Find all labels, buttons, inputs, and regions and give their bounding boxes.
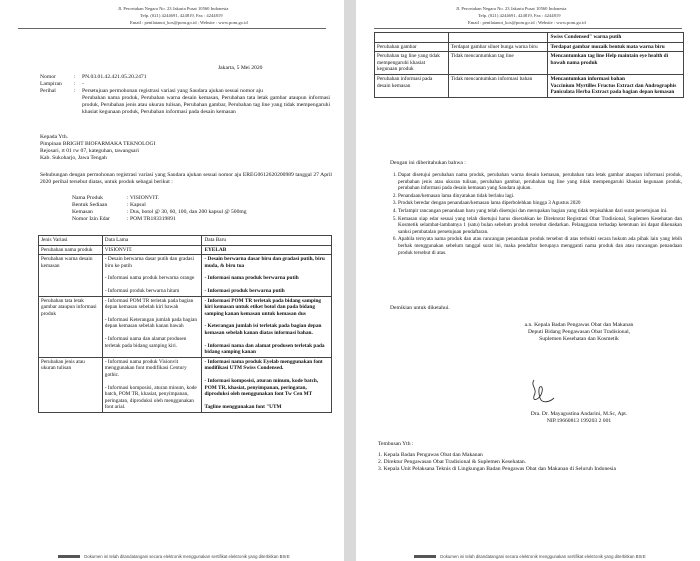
cell-line: - Desain berwarna dasar biru dan gradasi putih, biru muda, & biru tua	[204, 256, 325, 269]
footer-text: Dokumen ini telah ditandatangani secara elektronik menggunakan sertifikat elektronik yang diterbitkan BSrE	[440, 554, 646, 559]
cell-line: - Informasi nama dan alamat produsen terletak pada bidang samping kanan	[204, 342, 325, 356]
cell-line: - Informasi POM TR terletak pada bidang samping kiri kemasan untuk etiket botol dan pada bidang samping kanan kemasan untuk kemasan dus	[204, 297, 322, 317]
table-row	[39, 357, 332, 412]
signature-block	[484, 322, 674, 343]
cc-title: Tembusan Yth :	[378, 441, 414, 447]
cc-item: 3. Kepala Unit Pelaksana Teknis di Lingkungan Badan Pengawas Obat dan Makanan di Seluruh Indonesia	[378, 466, 616, 472]
letterhead-email: Email : penilaianot_kos@pom.go.id ; Website : www.pom.go.id	[468, 20, 586, 25]
document-page-2	[356, 0, 700, 561]
column-header: Data Lama	[102, 236, 202, 246]
page-footer	[0, 554, 344, 559]
cc-block	[378, 441, 678, 473]
table-cell: Perubahan informasi pada desain kemasan	[375, 74, 449, 97]
letterhead-address: Jl. Percetakan Negara No. 23 Jakarta Pusat 10560 Indonesia	[456, 6, 567, 11]
table-cell: Tidak mencantumkan informasi bahan	[448, 74, 548, 97]
handwritten-signature	[520, 378, 560, 408]
table-cell	[202, 296, 332, 357]
column-header: Data Baru	[202, 236, 332, 246]
letterhead-phone: Telp. (021) 4244691, 424819, Fax : 4244819	[478, 13, 561, 18]
table-cell: Perubahan gambar	[375, 42, 449, 52]
list-item: 1. Dapat disetujui perubahan nama produk, perubahan warna desain kemasan, perubahan tata letak gambar ataupun informasi produk, perubahan jenis atau ukuran tulisan, perubahan gambar, perubahan tag line yang tidak mempengaruhi khasiat kegunaan produk, perubahan informasi pada desain kemasan yang Saudara ajukan.	[398, 172, 682, 192]
table-cell: Perubahan nama produk	[39, 245, 103, 255]
column-header: Jenis Variasi	[39, 236, 103, 246]
table-row	[39, 245, 332, 255]
meta-sep: :	[74, 88, 76, 94]
bsre-logo	[58, 555, 80, 558]
table-row	[375, 52, 684, 75]
signatory-nip: NIP.19660813 199203 2 001	[546, 418, 612, 424]
letter-subject: Persetujuan permohonan registrasi variasi yang Saudara ajukan sesuai nomor aju	[82, 88, 263, 94]
cc-item: 1. Kepala Badan Pengawas Obat dan Makanan	[378, 452, 483, 458]
notice-heading: Dengan ini diberitahukan bahwa :	[390, 160, 466, 166]
letterhead-phone: Telp. (021) 4244691, 424819, Fax : 4244819	[140, 13, 223, 18]
letterhead-email: Email : penilaianot_kos@pom.go.id ; Website : www.pom.go.id	[130, 20, 248, 25]
closing-text: Demikian untuk diketahui.	[390, 305, 450, 311]
product-label: Nomor Izin Edar	[72, 216, 110, 222]
signatory-name: Dra. Dr. Mayagustina Andarini, M.Sc, Apt.	[530, 411, 628, 417]
table-cell	[102, 357, 202, 412]
table-header-row	[39, 236, 332, 246]
letterhead-divider	[18, 28, 326, 29]
addressee-block	[40, 134, 155, 162]
product-value: : POM TR183319891	[127, 216, 176, 222]
footer-text: Dokumen ini telah ditandatangani secara elektronik menggunakan sertifikat elektronik yang diterbitkan BSrE	[84, 554, 290, 559]
product-label: Kemasan	[72, 209, 93, 215]
table-cell: Perubahan tata letak gambar ataupun informasi produk	[39, 296, 103, 357]
list-item: 4. Terlampir rancangan penandaan baru yang telah disetujui dan merupakan bagian yang tidak terpisahkan dari surat persetujuan ini.	[398, 208, 682, 215]
table-cell: Mencantumkan tag line Help maintain eye health di bawah nama produk	[548, 52, 684, 75]
addressee-line: Rejosari, rt 01 rw 07, kateguhan, tawangsari	[40, 148, 139, 154]
table-cell: Perubahan jenis atau ukuran tulisan	[39, 357, 103, 412]
intro-paragraph: Sehubungan dengan permohonan registrasi variasi yang Saudara ajukan sesuai nomor aju EREG0612620200989 tanggal 27 April 2020 perihal tersebut diatas, untuk produk sebagai berikut :	[40, 172, 332, 185]
letter-date: Jakarta, 5 Mei 2020	[218, 65, 263, 71]
cell-line: Tagline menggunakan font "UTM	[204, 403, 282, 410]
table-cell: VISIONVIT.	[102, 245, 202, 255]
cell-line: - Informasi komposisi, aturan minum, kode batch, POM TR, khasiat, penyimpanan, peringatan, diproduksi oleh menggunakan font arial.	[104, 384, 197, 411]
letter-subject-detail: Perubahan nama produk, Perubahan warna desain kemasan, Perubahan tata letak gambar ataupun informasi produk, Perubahan jenis atau ukuran tulisan, Perubahan gambar, Perubahan tag line yang tidak mempengaruhi khasiat kegunaan produk, Perubahan informasi pada desain kemasan	[82, 95, 330, 115]
table-cell: Swiss Condensed" warna putih	[548, 33, 684, 43]
signature-title: Deputi Bidang Pengawasan Obat Tradisional,	[527, 329, 631, 335]
meta-label: Perihal	[40, 88, 56, 94]
table-cell: Perubahan warna desain kemasan	[39, 255, 103, 296]
cell-line: - Informasi nama produk Eyelab menggunakan font modifikasi UTM Swiss Condensed.	[204, 358, 323, 372]
signatory	[484, 411, 674, 425]
meta-sep: :	[74, 81, 76, 87]
cell-line: - Informasi produk berwarna putih	[204, 287, 285, 294]
table-cell: Terdapat gambar mozaik bentuk mata warna biru	[548, 42, 684, 52]
list-item: 2. Penandaan/kemasan lama dinyatakan tidak berlaku lagi.	[398, 193, 682, 200]
meta-label: Nomor	[40, 74, 56, 80]
cell-line: - Informasi nama dan alamat produsen terletak pada bidang samping kiri.	[104, 335, 187, 349]
document-page-1	[0, 0, 344, 561]
table-row	[375, 33, 684, 43]
cell-line: - Informasi nama produk berwarna orange	[104, 275, 195, 282]
table-cell	[102, 255, 202, 296]
cell-line: - Desain berwarna dasar putih dan gradasi biru ke putih	[104, 256, 194, 269]
letter-meta	[40, 74, 330, 116]
variation-table	[38, 235, 332, 413]
product-value: : Dus, botol @ 30, 60, 100, dan 200 kapsul @ 500mg	[127, 209, 247, 215]
signature-title: Suplemen Kesehatan dan Kosmetik	[539, 336, 619, 342]
table-row	[375, 42, 684, 52]
table-row	[375, 74, 684, 97]
cell-line: - Informasi POM TR terletak pada bagian depan kemasan sebelah kiri bawah	[104, 297, 194, 311]
meta-label: Lampiran	[40, 81, 62, 87]
cell-line: - Keterangan jumlah isi terletak pada bagian depan kemasan sebelah kanan diatas informasi bahan.	[204, 323, 322, 336]
addressee-line: Kab. Sukoharjo, Jawa Tengah	[40, 155, 107, 161]
addressee-line: Kepada Yth.	[40, 134, 69, 140]
table-cell: Mencantumkan informasi bahan Vaccinium Myrtilles Fructus Extract dan Andrographis Paniculata Herba Extract pada bagian depan kemasan	[548, 74, 684, 97]
table-cell: Terdapat gambar siluet bunga warna biru	[448, 42, 548, 52]
table-cell: EYELAB	[202, 245, 332, 255]
table-cell: Tidak mencantumkan tag line	[448, 52, 548, 75]
table-row	[39, 255, 332, 296]
table-cell	[102, 296, 202, 357]
notice-list	[386, 172, 682, 257]
bsre-logo	[414, 555, 436, 558]
list-item: 3. Produk beredar dengan penandaan/kemasan lama diperbolehkan hingga 3 Agustus 2020	[398, 200, 682, 207]
cell-line: - Informasi nama produk Visionvit menggunakan font modifikasi Century gothic.	[104, 358, 187, 378]
table-row	[39, 296, 332, 357]
table-cell	[375, 33, 449, 43]
letter-number: PN.03.01.42.421.05.20.2471	[82, 74, 147, 80]
variation-table-continued	[374, 32, 684, 98]
list-item: 6. Apabila ternyata nama produk dan atau rancangan penandaan produk tersebut di atas terbukti secara hukum ada pihak lain yang lebih berhak menggunakan sebelum tanggal surat ini, maka pendaftar berupaya mengganti nama produk dan atau rancangan penandaan produk tersebut di atas.	[398, 236, 682, 256]
letter-attachment: -	[82, 81, 84, 87]
product-value: : VISIONVIT.	[127, 195, 160, 201]
product-label: Nama Produk	[72, 195, 103, 201]
page-footer	[356, 554, 700, 559]
table-cell	[448, 33, 548, 43]
letterhead-divider	[374, 28, 682, 29]
signature-title: a.n. Kepala Badan Pengawas Obat dan Makanan	[524, 322, 634, 328]
cc-item: 2. Direktur Pengawasan Obat Tradisional & Suplemen Kesehatan.	[378, 459, 527, 465]
table-cell: Perubahan tag line yang tidak mempengaruhi khasiat kegunaan produk	[375, 52, 449, 75]
product-value: : Kapsul	[127, 202, 146, 208]
table-cell	[202, 255, 332, 296]
cell-line: - Informasi komposisi, aturan minum, kode batch, POM TR, khasiat, penyimpanan, peringatan, diproduksi oleh menggunakan font Tw Cen MT	[204, 377, 319, 398]
table-cell	[202, 357, 332, 412]
letterhead-address: Jl. Percetakan Negara No. 23 Jakarta Pusat 10560 Indonesia	[118, 6, 229, 11]
meta-sep: :	[74, 74, 76, 80]
cell-line: - Informasi nama produk berwarna putih	[204, 275, 299, 282]
cell-line: - Informasi Keterangan jumlah pada bagian depan kemasan sebelah kanan bawah	[104, 316, 198, 330]
addressee-line: Pimpinan BRIGHT BIOFARMAKA TEKNOLOGI	[40, 141, 156, 147]
list-item: 5. Kemasan siap edar sesuai yang telah disetujui harus diserahkan ke Direktorat Registrasi Obat Tradisional, Suplemen Kesehatan dan Kosmetik selambat-lambatnya 1 (satu) bulan sebelum produk tersebut diedarkan. Pelanggaran terhadap ketentuan ini dapat dikenakan sanksi pembatalan persetujuan pendaftaran.	[398, 216, 682, 236]
product-label: Bentuk Sediaan	[72, 202, 108, 208]
cell-line: - Informasi produk berwarna hitam	[104, 287, 180, 294]
product-details	[72, 195, 247, 223]
